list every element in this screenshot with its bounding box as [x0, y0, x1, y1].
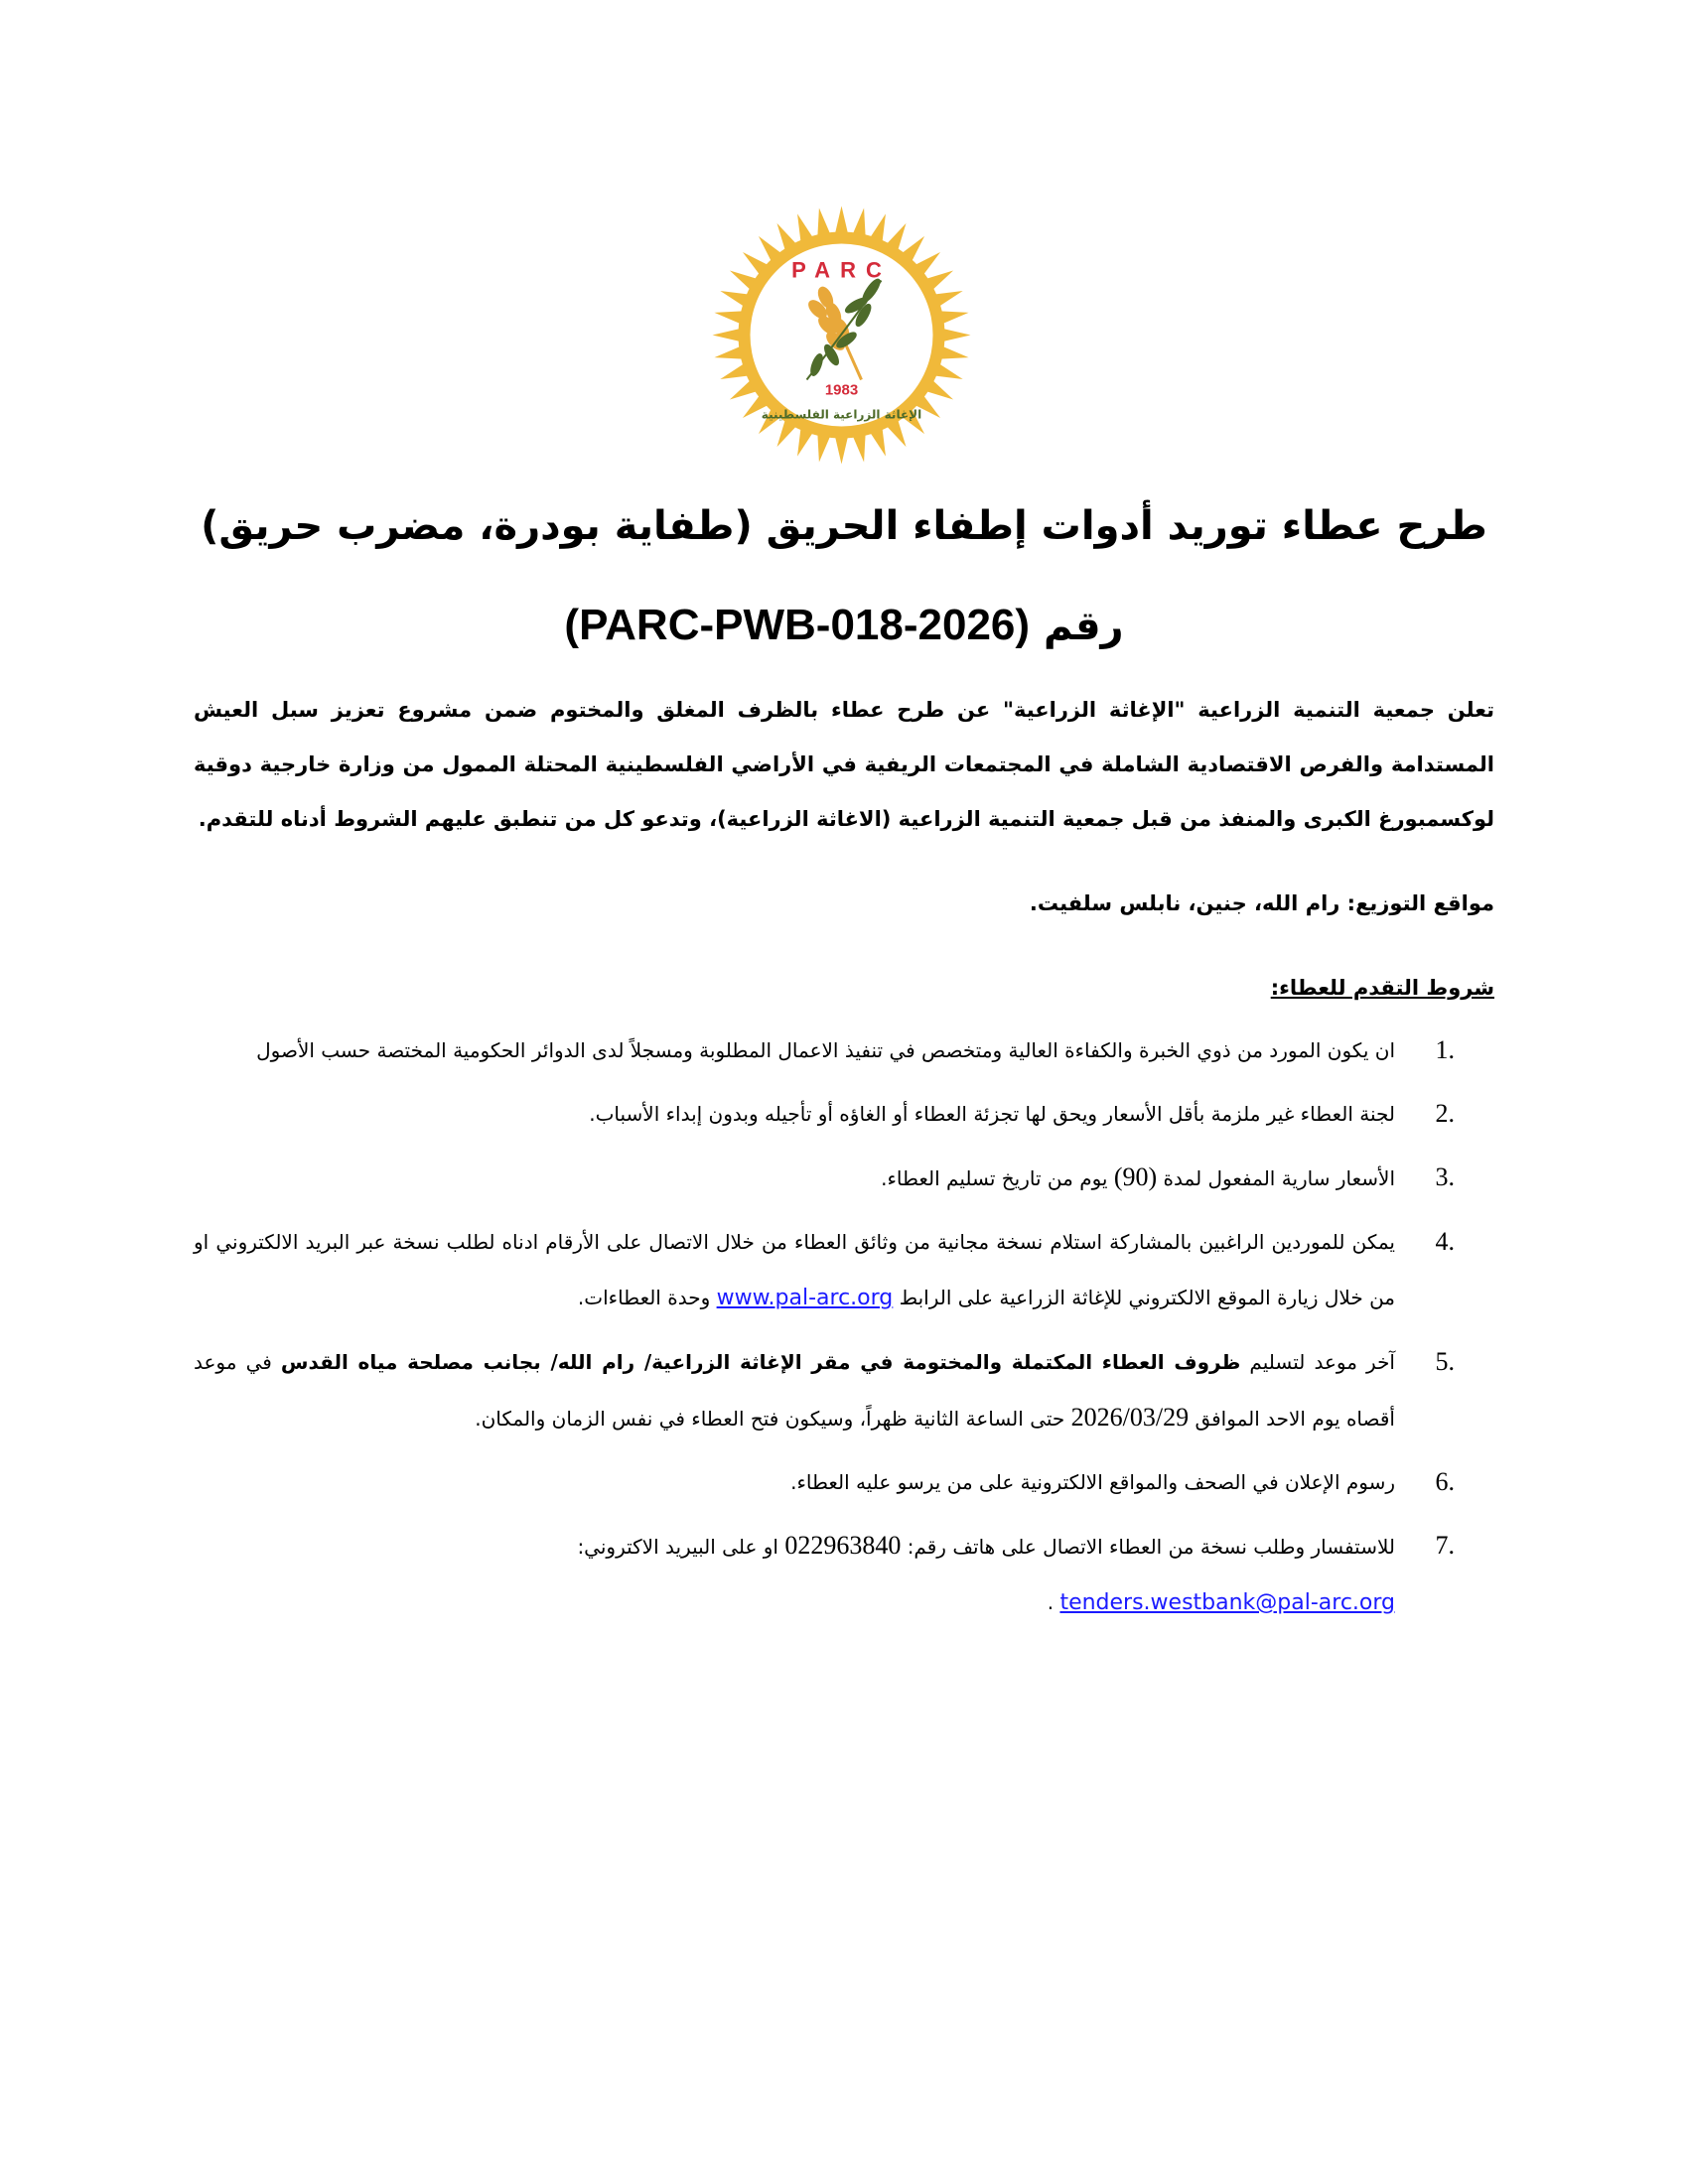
condition-item-3 [194, 1150, 1494, 1206]
parc-logo [710, 204, 973, 467]
condition-item-2 [194, 1086, 1494, 1142]
phone-number: 022963840 [784, 1531, 902, 1560]
item-text: ان يكون المورد من ذوي الخبرة والكفاءة العالية ومتخصص في تنفيذ الاعمال المطلوبة ومسجلاً لدى الدوائر الحكومية المختصة حسب الأصول [256, 1038, 1395, 1062]
condition-item-1 [194, 1023, 1494, 1078]
item-text: . [1047, 1590, 1055, 1614]
condition-item-7 [194, 1518, 1494, 1631]
item-text: يمكن للموردين الراغبين بالمشاركة استلام نسخة مجانية من وثائق العطاء من خلال الاتصال على الأرقام ادناه لطلب نسخة عبر البريد الالكتروني او من خلال زيارة الموقع الالكتروني للإغاثة الزراعية على الرابط [194, 1230, 1395, 1309]
item-text: للاستفسار وطلب نسخة من العطاء الاتصال على هاتف رقم: [907, 1535, 1395, 1559]
item-text: رسوم الإعلان في الصحف والمواقع الالكترونية على من يرسو عليه العطاء. [790, 1470, 1395, 1494]
item-number: 4. [1435, 1227, 1455, 1256]
conditions-list [194, 1023, 1494, 1639]
item-number: 1. [1435, 1035, 1455, 1064]
item-text: في موعد أقصاه يوم الاحد الموافق [194, 1350, 1395, 1431]
conditions-heading [194, 968, 1494, 1008]
item-number: 2. [1435, 1099, 1455, 1128]
item-text: آخر موعد لتسليم [1249, 1350, 1395, 1374]
condition-item-5 [194, 1334, 1494, 1446]
item-text: او على البيريد الاكتروني: [577, 1535, 778, 1559]
sun-emblem-icon [710, 204, 973, 467]
condition-item-4 [194, 1214, 1494, 1326]
item-text: يوم من تاريخ تسليم العطاء. [881, 1166, 1108, 1190]
item-text: الأسعار سارية المفعول لمدة [1163, 1166, 1395, 1190]
item-number: 6. [1435, 1467, 1455, 1496]
item-number: 5. [1435, 1347, 1455, 1376]
svg-text:PARC: PARC [791, 257, 892, 283]
item-number: 3. [1435, 1162, 1455, 1191]
tender-number [199, 596, 1489, 656]
conditions-heading-text: شروط التقدم للعطاء: [1270, 976, 1494, 1000]
website-link[interactable]: www.pal-arc.org [716, 1286, 894, 1310]
item-text: لجنة العطاء غير ملزمة بأقل الأسعار ويحق لها تجزئة العطاء أو الغاؤه أو تأجيله وبدون إبداء الأسباب. [589, 1102, 1395, 1126]
tender-number-label: رقم [1043, 604, 1124, 649]
svg-text:الإغاثة الزراعية الفلسطينية: الإغاثة الزراعية الفلسطينية [761, 407, 922, 422]
deadline-date: 2026/03/29 [1070, 1403, 1190, 1432]
item-number: 7. [1435, 1531, 1455, 1560]
item-text: حتى الساعة الثانية ظهراً، وسيكون فتح العطاء في نفس الزمان والمكان. [475, 1407, 1065, 1431]
svg-text:1983: 1983 [824, 381, 859, 399]
page-title: طرح عطاء توريد أدوات إطفاء الحريق (طفاية بودرة، مضرب حريق) [201, 503, 1487, 549]
distribution-locations: مواقع التوزيع: رام الله، جنين، نابلس سلفيت. [1029, 891, 1494, 915]
submission-location: ظروف العطاء المكتملة والمختومة في مقر الإغاثة الزراعية/ رام الله/ بجانب مصلحة مياه القدس [280, 1350, 1241, 1374]
validity-days: (90) [1113, 1162, 1158, 1191]
intro-paragraph: تعلن جمعية التنمية الزراعية "الإغاثة الزراعية" عن طرح عطاء بالظرف المغلق والمختوم ضمن مشروع تعزيز سبل العيش المستدامة والفرص الاقتصادية الشاملة في المجتمعات الريفية في الأراضي الفلسطينية المحتلة الممول من وزارة خارجية دوقية لوكسمبورغ الكبرى والمنفذ من قبل جمعية التنمية الزراعية (الاغاثة الزراعية)، وتدعو كل من تنطبق عليهم الشروط أدناه للتقدم. [194, 698, 1494, 831]
tender-code: (PARC-PWB-018-2026) [564, 601, 1031, 649]
item-text: وحدة العطاءات. [577, 1286, 711, 1309]
condition-item-6 [194, 1454, 1494, 1510]
email-link[interactable]: tenders.westbank@pal-arc.org [1059, 1590, 1395, 1615]
